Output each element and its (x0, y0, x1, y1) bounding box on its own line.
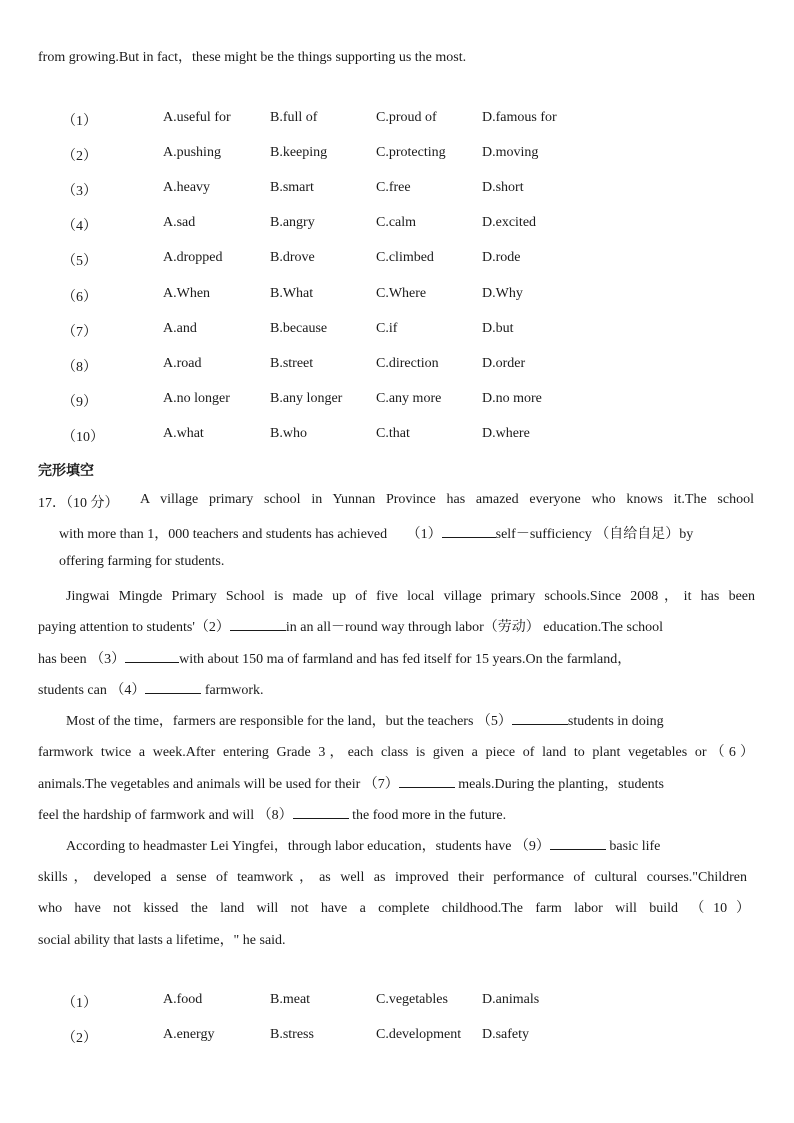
passage-text: the food more in the future. (352, 808, 507, 823)
option-c: C.that (376, 426, 410, 441)
option-row (0, 286, 794, 306)
passage-text: has been （3） (38, 652, 126, 667)
passage-text: animals.The vegetables and animals will be used for their （7） (38, 777, 399, 792)
option-b: B.What (270, 286, 314, 301)
option-b: B.street (270, 356, 314, 371)
passage-text: students can （4） (38, 683, 146, 698)
passage-text: self－sufficiency （自给自足）by (495, 527, 694, 542)
passage-text: meals.During the planting，students (458, 777, 664, 792)
question-score: （10 分） (66, 496, 119, 511)
option-a: A.When (163, 286, 211, 301)
option-c: C.direction (376, 356, 439, 371)
option-number: （2） (62, 149, 97, 164)
passage-line-1: A village primary school in Yunnan Province has amazed everyone who knows it.The school (140, 492, 754, 507)
option-row (0, 321, 794, 341)
option-a: A.road (163, 356, 202, 371)
option-d: D.where (482, 426, 530, 441)
option-c: C.climbed (376, 250, 434, 265)
option-row (0, 110, 794, 130)
option-b: B.meat (270, 992, 311, 1007)
option-b: B.angry (270, 215, 315, 230)
passage-text: According to headmaster Lei Yingfei，through labor education，students have （9） (66, 839, 550, 854)
option-c: C.vegetables (376, 992, 448, 1007)
option-number: （10） (62, 430, 104, 445)
option-a: A.heavy (163, 180, 211, 195)
blank-number: （1） (406, 527, 442, 542)
passage-line-6 (38, 648, 631, 668)
question-number (38, 492, 119, 512)
option-b: B.keeping (270, 145, 328, 160)
passage-text: with about 150 ma of farmland and has fed itself for 15 years.On the farmland， (179, 652, 632, 667)
option-row (0, 250, 794, 270)
passage-text: feel the hardship of farmwork and will （8） (38, 808, 293, 823)
option-d: D.Why (482, 286, 523, 301)
passage-text: farmwork. (204, 683, 264, 698)
passage-line-3: offering farming for students. (59, 554, 225, 569)
passage-text: basic life (609, 839, 661, 854)
passage-line-15: social ability that lasts a lifetime，" he said. (38, 933, 286, 948)
option-b: B.full of (270, 110, 318, 125)
option-row (0, 1027, 794, 1047)
passage-text: Most of the time，farmers are responsible for the land，but the teachers （5） (66, 714, 512, 729)
option-a: A.useful for (163, 110, 231, 125)
passage-line-8 (66, 710, 664, 730)
option-a: A.sad (163, 215, 196, 230)
option-number: （9） (62, 395, 97, 410)
option-row (0, 992, 794, 1012)
option-b: B.drove (270, 250, 315, 265)
passage-line-4: Jingwai Mingde Primary School is made up of five local village primary schools.Since 2008，it has been (66, 589, 755, 604)
option-a: A.food (163, 992, 203, 1007)
option-d: D.short (482, 180, 524, 195)
option-number: （1） (62, 114, 97, 129)
passage-text: in an all－round way through labor（劳动） education.The school (285, 620, 664, 635)
option-b: B.who (270, 426, 307, 441)
option-d: D.no more (482, 391, 542, 406)
option-a: A.pushing (163, 145, 221, 160)
passage-line-14: who have not kissed the land will not have a complete childhood.The farm labor will build （10） (38, 901, 750, 916)
passage-line-2 (59, 523, 693, 543)
blank-4[interactable] (145, 681, 201, 694)
option-d: D.rode (482, 250, 521, 265)
passage-line-10 (38, 773, 664, 793)
option-c: C.free (376, 180, 411, 195)
option-number: （7） (62, 325, 97, 340)
option-d: D.famous for (482, 110, 557, 125)
blank-7[interactable] (399, 775, 455, 788)
passage-line-11 (38, 804, 506, 824)
option-d: D.moving (482, 145, 539, 160)
option-a: A.no longer (163, 391, 230, 406)
option-row (0, 215, 794, 235)
option-number: （2） (62, 1031, 97, 1046)
passage-tail-line: from growing.But in fact，these might be the things supporting us the most. (38, 50, 467, 65)
passage-line-7 (38, 679, 264, 699)
option-row (0, 145, 794, 165)
option-row (0, 356, 794, 376)
option-row (0, 426, 794, 446)
passage-line-9: farmwork twice a week.After entering Grade 3，each class is given a piece of land to plant vegetables or（6） (38, 745, 754, 760)
option-b: B.stress (270, 1027, 314, 1042)
option-c: C.proud of (376, 110, 437, 125)
blank-2[interactable] (230, 618, 286, 631)
passage-line-13: skills，developed a sense of teamwork，as well as improved their performance of cultural courses."Children (38, 870, 747, 885)
option-d: D.but (482, 321, 514, 336)
passage-text: with more than 1，000 teachers and students has achieved (59, 527, 388, 542)
option-a: A.and (163, 321, 197, 336)
option-c: C.protecting (376, 145, 446, 160)
option-c: C.development (376, 1027, 462, 1042)
blank-5[interactable] (512, 712, 568, 725)
option-d: D.safety (482, 1027, 530, 1042)
blank-8[interactable] (293, 806, 349, 819)
option-c: C.any more (376, 391, 442, 406)
option-d: D.excited (482, 215, 537, 230)
option-c: C.if (376, 321, 398, 336)
passage-line-12 (66, 835, 660, 855)
option-number: （1） (62, 996, 97, 1011)
option-number: （6） (62, 290, 97, 305)
blank-1[interactable] (442, 525, 496, 538)
option-number: （8） (62, 360, 97, 375)
option-c: C.Where (376, 286, 427, 301)
option-number: （3） (62, 184, 97, 199)
option-a: A.what (163, 426, 204, 441)
option-b: B.any longer (270, 391, 343, 406)
option-number: （4） (62, 219, 97, 234)
option-c: C.calm (376, 215, 417, 230)
option-b: B.because (270, 321, 328, 336)
option-d: D.order (482, 356, 526, 371)
section-title: 完形填空 (38, 463, 94, 479)
passage-line-5 (38, 616, 663, 636)
option-a: A.dropped (163, 250, 223, 265)
blank-3[interactable] (125, 650, 179, 663)
question-number-text: 17． (38, 496, 66, 511)
option-row (0, 180, 794, 200)
option-row (0, 391, 794, 411)
passage-text: paying attention to students'（2） (38, 620, 230, 635)
passage-text: students in doing (567, 714, 664, 729)
option-a: A.energy (163, 1027, 215, 1042)
option-number: （5） (62, 254, 97, 269)
blank-9[interactable] (550, 837, 606, 850)
option-d: D.animals (482, 992, 540, 1007)
option-b: B.smart (270, 180, 314, 195)
